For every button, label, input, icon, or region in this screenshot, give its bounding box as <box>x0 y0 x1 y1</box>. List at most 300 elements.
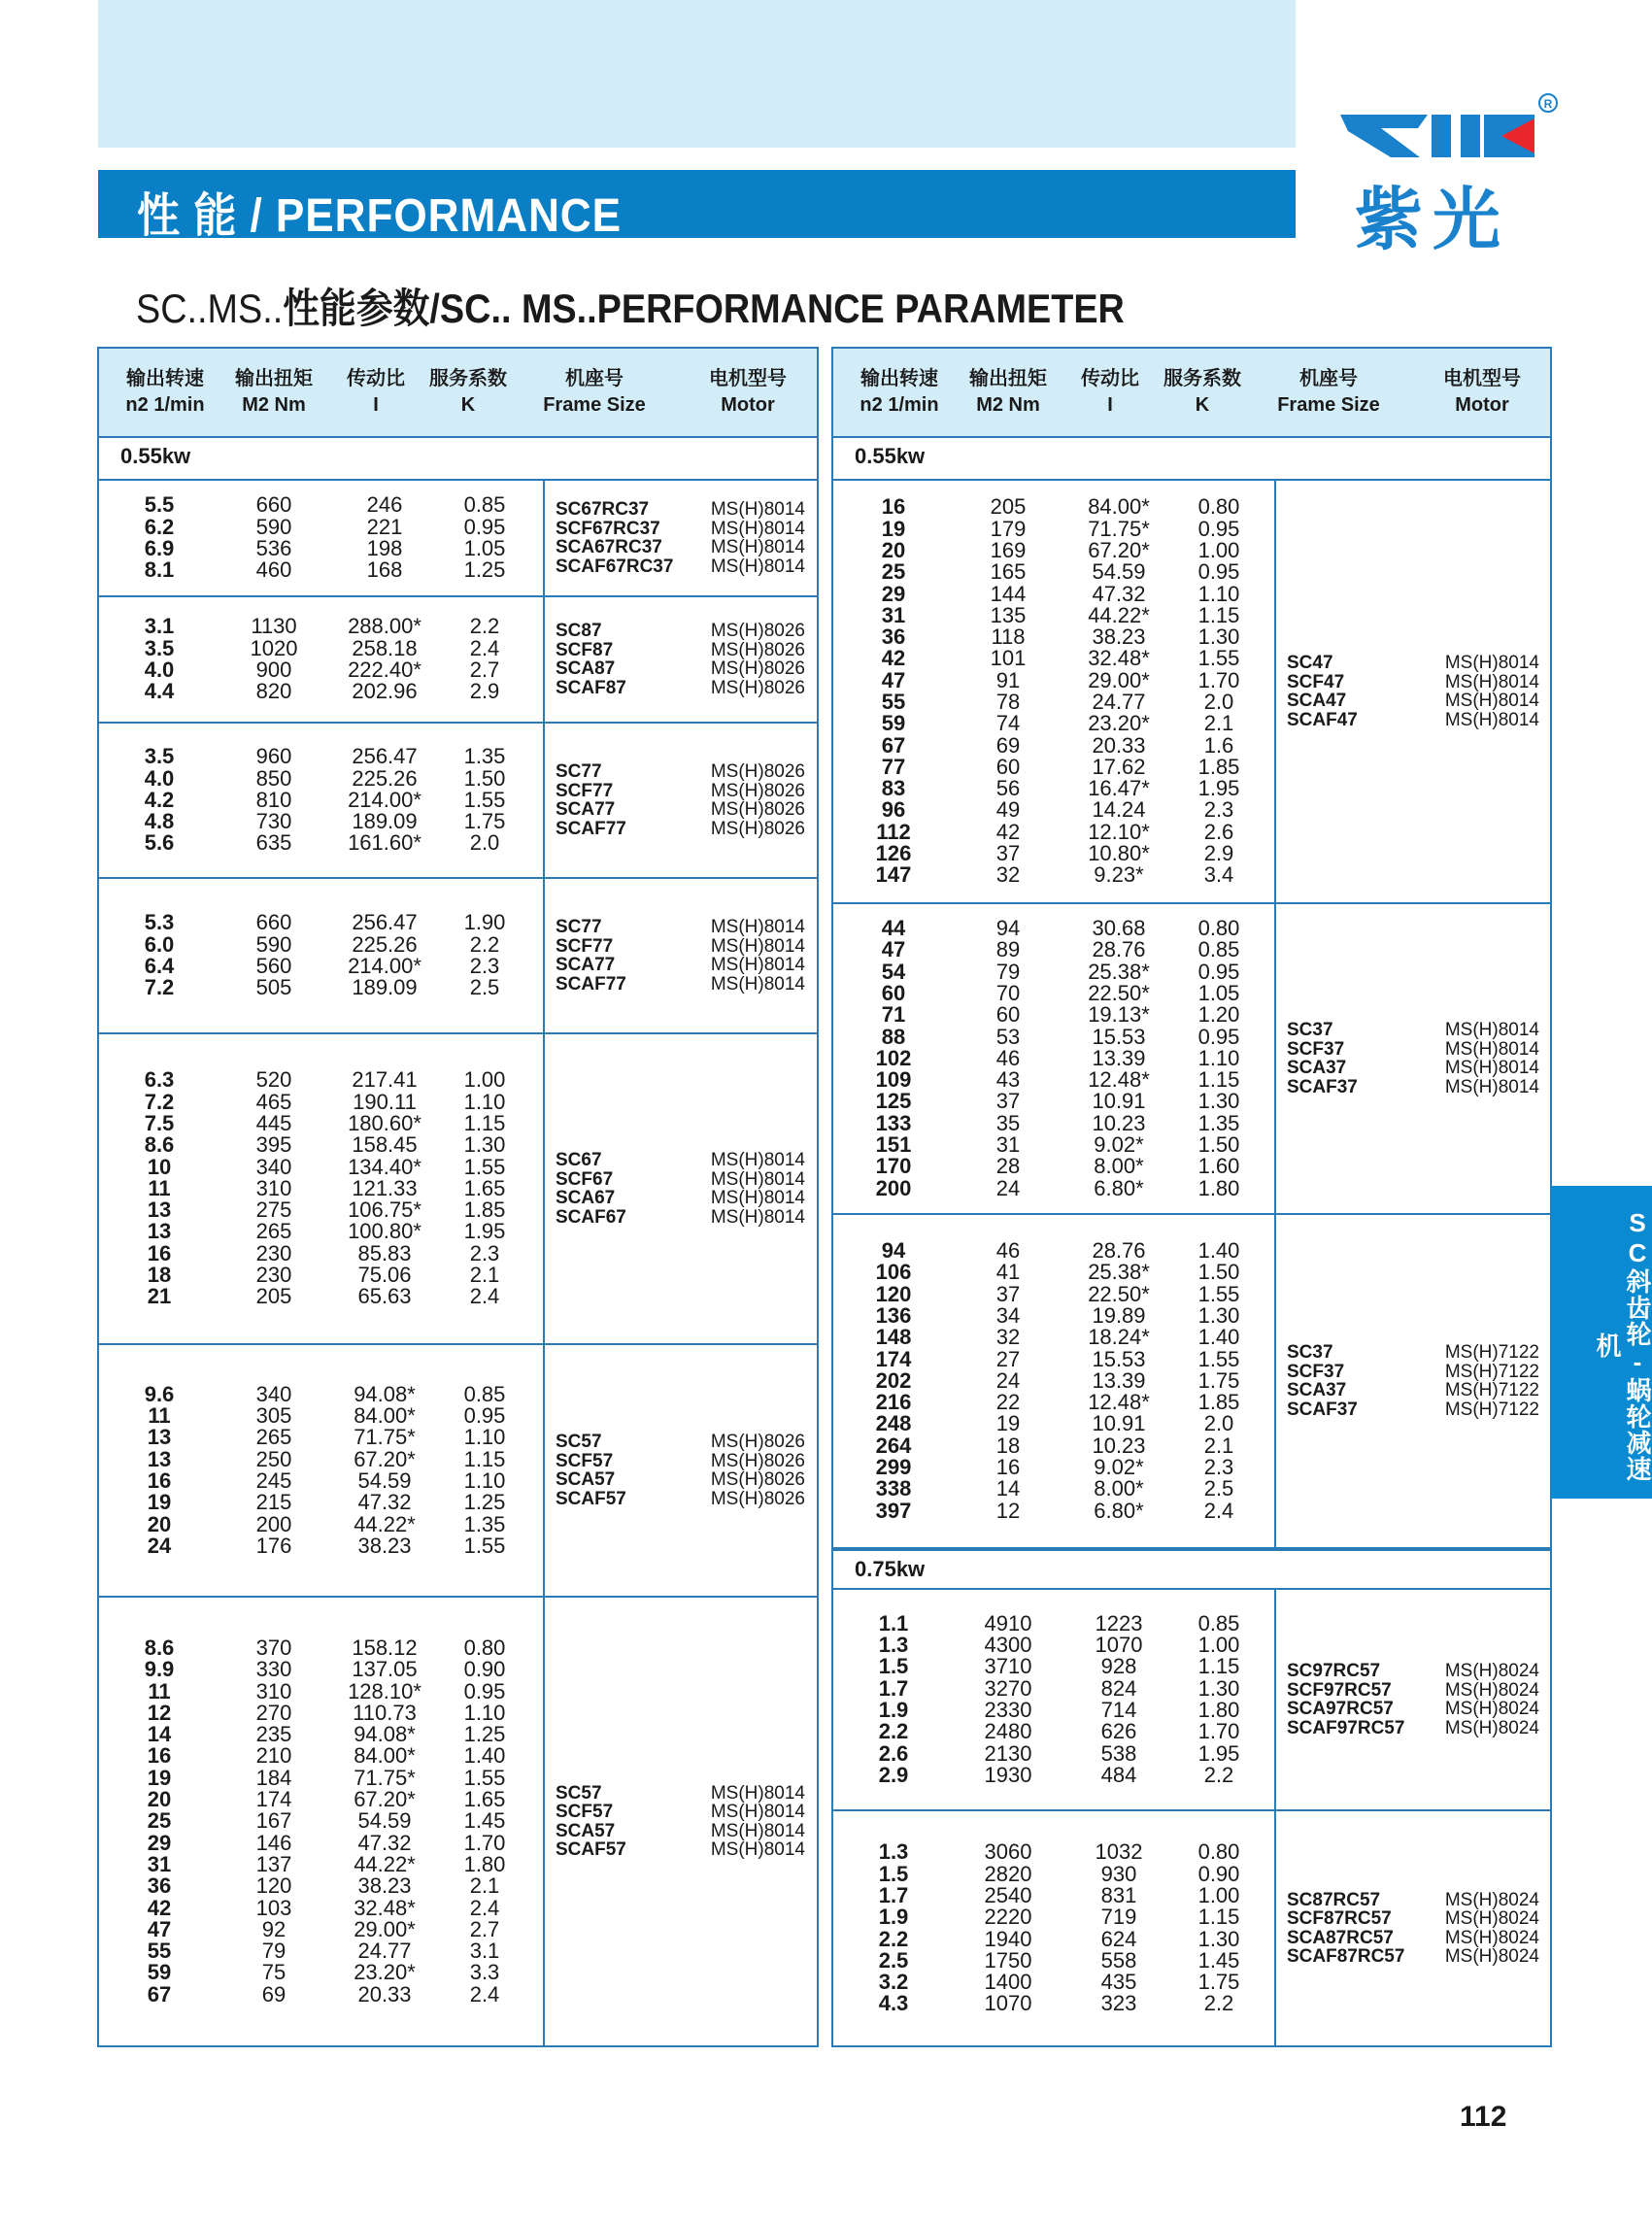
frame-size: SCAF37 <box>1287 1399 1358 1420</box>
torque-cell: 370 <box>255 1635 292 1660</box>
speed-cell: 3.5 <box>144 744 175 769</box>
table-row <box>99 1492 528 1513</box>
torque-cell: 69 <box>995 732 1021 758</box>
frame-row <box>556 762 805 782</box>
table-row <box>833 843 1263 864</box>
service-factor-cell: 0.85 <box>1197 937 1240 962</box>
torque-cell: 275 <box>255 1197 292 1223</box>
service-factor-cell: 2.4 <box>469 1895 500 1920</box>
torque-cell: 60 <box>995 1002 1021 1028</box>
ratio-cell: 137.05 <box>352 1657 418 1682</box>
motor-model: MS(H)8026 <box>710 658 805 679</box>
speed-cell: 31 <box>147 1851 172 1876</box>
service-factor-cell: 1.95 <box>1197 1740 1240 1766</box>
service-factor-cell: 2.5 <box>469 975 500 1000</box>
torque-cell: 24 <box>995 1175 1021 1200</box>
table-row <box>99 1175 528 1200</box>
power-row <box>833 1549 1550 1590</box>
service-factor-cell: 1.30 <box>1197 1926 1240 1951</box>
service-factor-cell: 2.3 <box>469 1240 500 1265</box>
table-row <box>99 1724 528 1745</box>
ratio-cell: 17.62 <box>1092 754 1146 779</box>
speed-cell: 19 <box>881 516 906 541</box>
frame-size: SCA37 <box>1287 1058 1347 1078</box>
speed-cell: 3.5 <box>144 635 175 660</box>
row-group <box>99 1345 817 1598</box>
speed-cell: 59 <box>147 1960 172 1985</box>
table-row <box>99 1940 528 1962</box>
motor-model: MS(H)8014 <box>710 1820 805 1841</box>
row-group <box>833 1590 1550 1811</box>
torque-cell: 1930 <box>984 1762 1032 1787</box>
speed-cell: 4.4 <box>144 679 175 704</box>
service-factor-cell: 0.90 <box>463 1657 506 1682</box>
ratio-cell: 47.32 <box>357 1490 412 1515</box>
ratio-cell: 29.00* <box>354 1916 416 1941</box>
ratio-cell: 24.77 <box>357 1939 412 1964</box>
frame-size: SCF67RC37 <box>556 518 660 539</box>
torque-cell: 165 <box>990 559 1027 585</box>
frame-motor-block <box>1287 1590 1539 1809</box>
service-factor-cell: 1.95 <box>463 1219 506 1244</box>
frame-row <box>556 1470 805 1490</box>
motor-model: MS(H)8014 <box>710 917 805 937</box>
frame-size: SC97RC57 <box>1287 1661 1381 1681</box>
torque-cell: 46 <box>995 1045 1021 1070</box>
speed-cell: 4.3 <box>878 1991 909 2016</box>
frame-row <box>556 937 805 957</box>
frame-size: SCA67RC37 <box>556 537 662 557</box>
table-row <box>99 1789 528 1810</box>
motor-model: MS(H)8014 <box>710 1782 805 1804</box>
ratio-cell: 23.20* <box>1088 711 1150 736</box>
table-row <box>833 1302 1263 1328</box>
speed-cell: 8.1 <box>144 557 175 583</box>
torque-cell: 310 <box>255 1175 292 1200</box>
frame-size: SCA37 <box>1287 1380 1347 1400</box>
table-row <box>99 1678 528 1703</box>
ratio-cell: 47.32 <box>1092 581 1146 606</box>
speed-cell: 59 <box>881 711 906 736</box>
column-divider <box>1274 1215 1276 1547</box>
table-row <box>833 1327 1263 1348</box>
torque-cell: 37 <box>995 841 1021 866</box>
speed-cell: 6.3 <box>144 1067 175 1093</box>
torque-cell: 3060 <box>984 1839 1032 1865</box>
ratio-cell: 54.59 <box>1092 559 1146 585</box>
column-header-cn: 输出转速 <box>860 368 938 389</box>
motor-model: MS(H)8026 <box>710 761 805 782</box>
motor-model: MS(H)8026 <box>710 621 805 641</box>
column-header-en: Frame Size <box>1277 394 1380 416</box>
ratio-cell: 930 <box>1100 1861 1137 1886</box>
column-header <box>1066 366 1154 419</box>
torque-cell: 1750 <box>984 1947 1032 1973</box>
speed-cell: 36 <box>881 624 906 650</box>
service-factor-cell: 2.9 <box>1203 841 1234 866</box>
service-factor-cell: 0.95 <box>463 514 506 539</box>
motor-model: MS(H)8014 <box>710 499 805 520</box>
service-factor-cell: 1.40 <box>463 1743 506 1769</box>
speed-cell: 299 <box>875 1455 912 1480</box>
frame-motor-block <box>1287 481 1539 902</box>
speed-cell: 1.1 <box>878 1610 909 1636</box>
torque-cell: 245 <box>255 1468 292 1493</box>
table-row <box>833 496 1263 518</box>
frame-row <box>556 520 805 539</box>
service-factor-cell: 1.15 <box>463 1446 506 1471</box>
torque-cell: 19 <box>995 1411 1021 1436</box>
motor-model: MS(H)8014 <box>1444 653 1539 673</box>
power-label: 0.75kw <box>855 1557 926 1581</box>
torque-cell: 340 <box>255 1381 292 1406</box>
service-factor-cell: 1.35 <box>463 1511 506 1536</box>
frame-size: SCF77 <box>556 935 614 957</box>
table-row <box>833 1675 1263 1701</box>
table-row <box>833 1045 1263 1070</box>
table-row <box>833 1110 1263 1135</box>
torque-cell: 28 <box>995 1154 1021 1179</box>
data-block <box>833 904 1263 1213</box>
table-row <box>99 538 528 559</box>
service-factor-cell: 2.1 <box>1203 1433 1234 1458</box>
ratio-cell: 134.40* <box>348 1154 421 1179</box>
table-row <box>833 1175 1263 1200</box>
table-row <box>99 832 528 854</box>
ratio-cell: 217.41 <box>352 1067 418 1093</box>
table-row <box>833 918 1263 939</box>
frame-motor-block <box>556 1598 805 2045</box>
service-factor-cell: 1.40 <box>1197 1238 1240 1264</box>
service-factor-cell: 2.4 <box>1203 1498 1234 1523</box>
frame-size: SCA57 <box>556 1820 616 1841</box>
speed-cell: 151 <box>875 1132 912 1158</box>
torque-cell: 137 <box>255 1851 292 1876</box>
ratio-cell: 180.60* <box>348 1110 421 1135</box>
service-factor-cell: 1.25 <box>463 557 506 583</box>
service-factor-cell: 2.3 <box>469 954 500 978</box>
ratio-cell: 24.77 <box>1092 690 1146 714</box>
torque-cell: 103 <box>255 1895 292 1920</box>
service-factor-cell: 0.95 <box>463 1403 506 1429</box>
page-heading <box>136 277 1125 335</box>
table-row <box>833 961 1263 983</box>
ratio-cell: 13.39 <box>1092 1367 1146 1393</box>
service-factor-cell: 1.30 <box>1197 1089 1240 1114</box>
frame-row <box>1287 1909 1539 1929</box>
frame-size: SCA97RC57 <box>1287 1699 1394 1719</box>
motor-model: MS(H)8026 <box>710 1469 805 1490</box>
torque-cell: 78 <box>995 690 1021 714</box>
torque-cell: 18 <box>995 1433 1021 1458</box>
table-row <box>99 681 528 702</box>
column-divider <box>1274 904 1276 1213</box>
speed-cell: 3.2 <box>878 1970 909 1995</box>
data-block <box>99 1034 528 1343</box>
frame-row <box>556 641 805 660</box>
ratio-cell: 928 <box>1100 1654 1137 1679</box>
power-label: 0.55kw <box>855 444 926 468</box>
ratio-cell: 246 <box>366 492 403 518</box>
motor-model: MS(H)8024 <box>1444 1889 1539 1910</box>
frame-motor-block <box>556 724 805 877</box>
service-factor-cell: 1.10 <box>463 1425 506 1450</box>
table-row <box>833 1906 1263 1928</box>
torque-cell: 210 <box>255 1743 292 1769</box>
torque-cell: 340 <box>255 1154 292 1179</box>
table-row <box>833 581 1263 606</box>
torque-cell: 69 <box>261 1981 287 2007</box>
motor-model: MS(H)8014 <box>710 1150 805 1170</box>
service-factor-cell: 2.7 <box>469 1916 500 1941</box>
table-row <box>99 787 528 812</box>
motor-model: MS(H)8014 <box>710 1839 805 1860</box>
speed-cell: 7.5 <box>144 1110 175 1135</box>
speed-cell: 202 <box>875 1367 912 1393</box>
speed-cell: 148 <box>875 1325 912 1350</box>
torque-cell: 31 <box>995 1132 1021 1158</box>
speed-cell: 133 <box>875 1110 912 1135</box>
column-header <box>332 366 420 419</box>
table-row <box>99 1981 528 2007</box>
service-factor-cell: 1.85 <box>463 1197 506 1223</box>
speed-cell: 248 <box>875 1411 912 1436</box>
torque-cell: 37 <box>995 1089 1021 1114</box>
table-row <box>99 1446 528 1471</box>
frame-size: SCF97RC57 <box>1287 1679 1392 1701</box>
ratio-cell: 65.63 <box>357 1284 412 1309</box>
speed-cell: 19 <box>147 1490 172 1515</box>
table-row <box>99 811 528 832</box>
ratio-cell: 8.00* <box>1094 1476 1144 1501</box>
table-row <box>99 956 528 977</box>
speed-cell: 36 <box>147 1873 172 1899</box>
service-factor-cell: 0.95 <box>1197 559 1240 585</box>
service-factor-cell: 1.05 <box>1197 980 1240 1005</box>
service-factor-cell: 1.55 <box>463 1765 506 1790</box>
frame-size: SC67 <box>556 1150 602 1170</box>
motor-model: MS(H)8014 <box>1444 1038 1539 1060</box>
frame-size: SC67RC37 <box>556 499 650 520</box>
speed-cell: 16 <box>881 494 906 520</box>
section-title-bar <box>98 170 1296 242</box>
frame-size: SCAF77 <box>556 973 626 995</box>
torque-cell: 27 <box>995 1346 1021 1371</box>
speed-cell: 83 <box>881 776 906 801</box>
speed-cell: 147 <box>875 862 912 888</box>
table-header <box>99 349 817 438</box>
speed-cell: 5.3 <box>144 910 175 935</box>
frame-size: SCF57 <box>556 1450 614 1471</box>
service-factor-cell: 2.1 <box>1203 711 1234 736</box>
ratio-cell: 30.68 <box>1092 916 1146 941</box>
speed-cell: 47 <box>881 937 906 962</box>
torque-cell: 91 <box>995 667 1021 692</box>
ratio-cell: 222.40* <box>348 658 421 682</box>
service-factor-cell: 1.70 <box>463 1830 506 1855</box>
frame-motor-block <box>1287 904 1539 1213</box>
column-divider <box>1274 1590 1276 1809</box>
service-factor-cell: 1.00 <box>1197 537 1240 562</box>
torque-cell: 12 <box>995 1498 1021 1523</box>
speed-cell: 13 <box>147 1197 172 1223</box>
table-row <box>833 1740 1263 1766</box>
table-row <box>99 494 528 516</box>
torque-cell: 1070 <box>984 1991 1032 2016</box>
ratio-cell: 15.53 <box>1092 1024 1146 1049</box>
torque-cell: 70 <box>995 980 1021 1005</box>
power-row <box>99 438 817 481</box>
speed-cell: 55 <box>881 690 906 714</box>
speed-cell: 60 <box>881 980 906 1005</box>
frame-row <box>556 800 805 820</box>
torque-cell: 590 <box>255 514 292 539</box>
torque-cell: 79 <box>261 1939 287 1964</box>
frame-row <box>1287 1891 1539 1910</box>
torque-cell: 22 <box>995 1390 1021 1415</box>
ratio-cell: 225.26 <box>352 765 418 791</box>
speed-cell: 106 <box>875 1260 912 1285</box>
service-factor-cell: 2.7 <box>469 658 500 682</box>
table-row <box>833 1721 1263 1742</box>
torque-cell: 310 <box>255 1678 292 1703</box>
service-factor-cell: 2.5 <box>1203 1476 1234 1501</box>
torque-cell: 74 <box>995 711 1021 736</box>
frame-size: SCAF67 <box>556 1206 626 1228</box>
frame-row <box>556 500 805 520</box>
motor-model: MS(H)8014 <box>1444 1020 1539 1040</box>
service-factor-cell: 1.80 <box>1197 1698 1240 1722</box>
side-category-tab[interactable] <box>1551 1186 1652 1499</box>
torque-cell: 34 <box>995 1302 1021 1328</box>
service-factor-cell: 1.65 <box>463 1787 506 1812</box>
frame-size: SCF37 <box>1287 1361 1345 1382</box>
motor-model: MS(H)8014 <box>1444 1076 1539 1097</box>
motor-model: MS(H)8024 <box>1444 1717 1539 1738</box>
row-group <box>833 904 1550 1215</box>
service-factor-cell: 2.2 <box>469 614 500 639</box>
frame-size: SC77 <box>556 761 602 782</box>
speed-cell: 71 <box>881 1002 906 1028</box>
ratio-cell: 94.08* <box>354 1722 416 1747</box>
table-row <box>99 1221 528 1242</box>
torque-cell: 265 <box>255 1219 292 1244</box>
table-row <box>99 1240 528 1265</box>
speed-cell: 14 <box>147 1722 172 1747</box>
frame-size: SCAF97RC57 <box>1287 1717 1405 1738</box>
ratio-cell: 128.10* <box>348 1678 421 1703</box>
table-row <box>833 713 1263 734</box>
service-factor-cell: 2.0 <box>1203 690 1234 714</box>
data-block <box>833 481 1263 902</box>
torque-cell: 2330 <box>984 1698 1032 1722</box>
page-heading-prefix: SC..MS.. <box>136 286 284 331</box>
frame-size: SCA87 <box>556 658 616 679</box>
service-factor-cell: 2.4 <box>469 1284 500 1309</box>
ratio-cell: 47.32 <box>357 1830 412 1855</box>
speed-cell: 25 <box>147 1808 172 1834</box>
ratio-cell: 110.73 <box>353 1700 417 1725</box>
frame-size: SCF77 <box>556 780 614 801</box>
service-factor-cell: 2.2 <box>1203 1991 1234 2016</box>
frame-row <box>556 679 805 698</box>
frame-size: SCA67 <box>556 1188 616 1208</box>
ratio-cell: 85.83 <box>357 1240 412 1265</box>
table-row <box>99 1199 528 1221</box>
service-factor-cell: 1.90 <box>463 910 506 935</box>
torque-cell: 635 <box>255 830 292 856</box>
frame-size: SCF67 <box>556 1168 614 1190</box>
speed-cell: 2.2 <box>878 1719 909 1744</box>
data-block <box>99 1345 528 1596</box>
table-row <box>833 1367 1263 1393</box>
column-header-en: Motor <box>1455 394 1509 416</box>
speed-cell: 174 <box>875 1346 912 1371</box>
ratio-cell: 106.75* <box>348 1197 421 1223</box>
column-header <box>420 366 517 419</box>
frame-size: SCAF57 <box>556 1839 626 1860</box>
table-row <box>99 931 528 957</box>
ratio-cell: 626 <box>1100 1719 1137 1744</box>
speed-cell: 338 <box>875 1476 912 1501</box>
motor-model: MS(H)8014 <box>710 935 805 957</box>
frame-row <box>556 1840 805 1860</box>
frame-row <box>556 956 805 975</box>
speed-cell: 1.7 <box>878 1882 909 1907</box>
service-factor-cell: 1.40 <box>1197 1325 1240 1350</box>
table-row <box>833 691 1263 713</box>
ratio-cell: 20.33 <box>1092 732 1146 758</box>
motor-model: MS(H)8024 <box>1444 1946 1539 1967</box>
ratio-cell: 435 <box>1100 1970 1137 1995</box>
torque-cell: 2480 <box>984 1719 1032 1744</box>
ratio-cell: 168 <box>366 557 403 583</box>
frame-row <box>1287 1021 1539 1040</box>
table-row <box>833 1281 1263 1306</box>
service-factor-cell: 1.30 <box>1197 1302 1240 1328</box>
torque-cell: 250 <box>255 1446 292 1471</box>
left-performance-table <box>97 347 819 2047</box>
table-row <box>99 912 528 933</box>
ratio-cell: 831 <box>1100 1882 1137 1907</box>
service-factor-cell: 0.85 <box>1197 1610 1240 1636</box>
frame-row <box>556 820 805 839</box>
service-factor-cell: 1.10 <box>1197 581 1240 606</box>
ratio-cell: 84.00* <box>354 1743 416 1769</box>
motor-model: MS(H)8024 <box>1444 1699 1539 1719</box>
speed-cell: 20 <box>147 1787 172 1812</box>
speed-cell: 4.0 <box>144 658 175 682</box>
ratio-cell: 1032 <box>1095 1839 1143 1865</box>
table-row <box>833 516 1263 541</box>
service-factor-cell: 0.80 <box>463 1635 506 1660</box>
ratio-cell: 258.18 <box>352 635 418 660</box>
table-row <box>833 1926 1263 1951</box>
speed-cell: 200 <box>875 1175 912 1200</box>
ratio-cell: 32.48* <box>354 1895 416 1920</box>
table-row <box>99 1745 528 1767</box>
row-group <box>99 1598 817 2045</box>
frame-row <box>556 1170 805 1190</box>
service-factor-cell: 1.55 <box>1197 646 1240 671</box>
speed-cell: 44 <box>881 916 906 941</box>
service-factor-cell: 1.10 <box>463 1089 506 1114</box>
service-factor-cell: 1.55 <box>463 1154 506 1179</box>
motor-model: MS(H)8026 <box>710 1488 805 1509</box>
speed-cell: 94 <box>881 1238 906 1264</box>
ratio-cell: 18.24* <box>1088 1325 1150 1350</box>
row-group <box>99 879 817 1034</box>
